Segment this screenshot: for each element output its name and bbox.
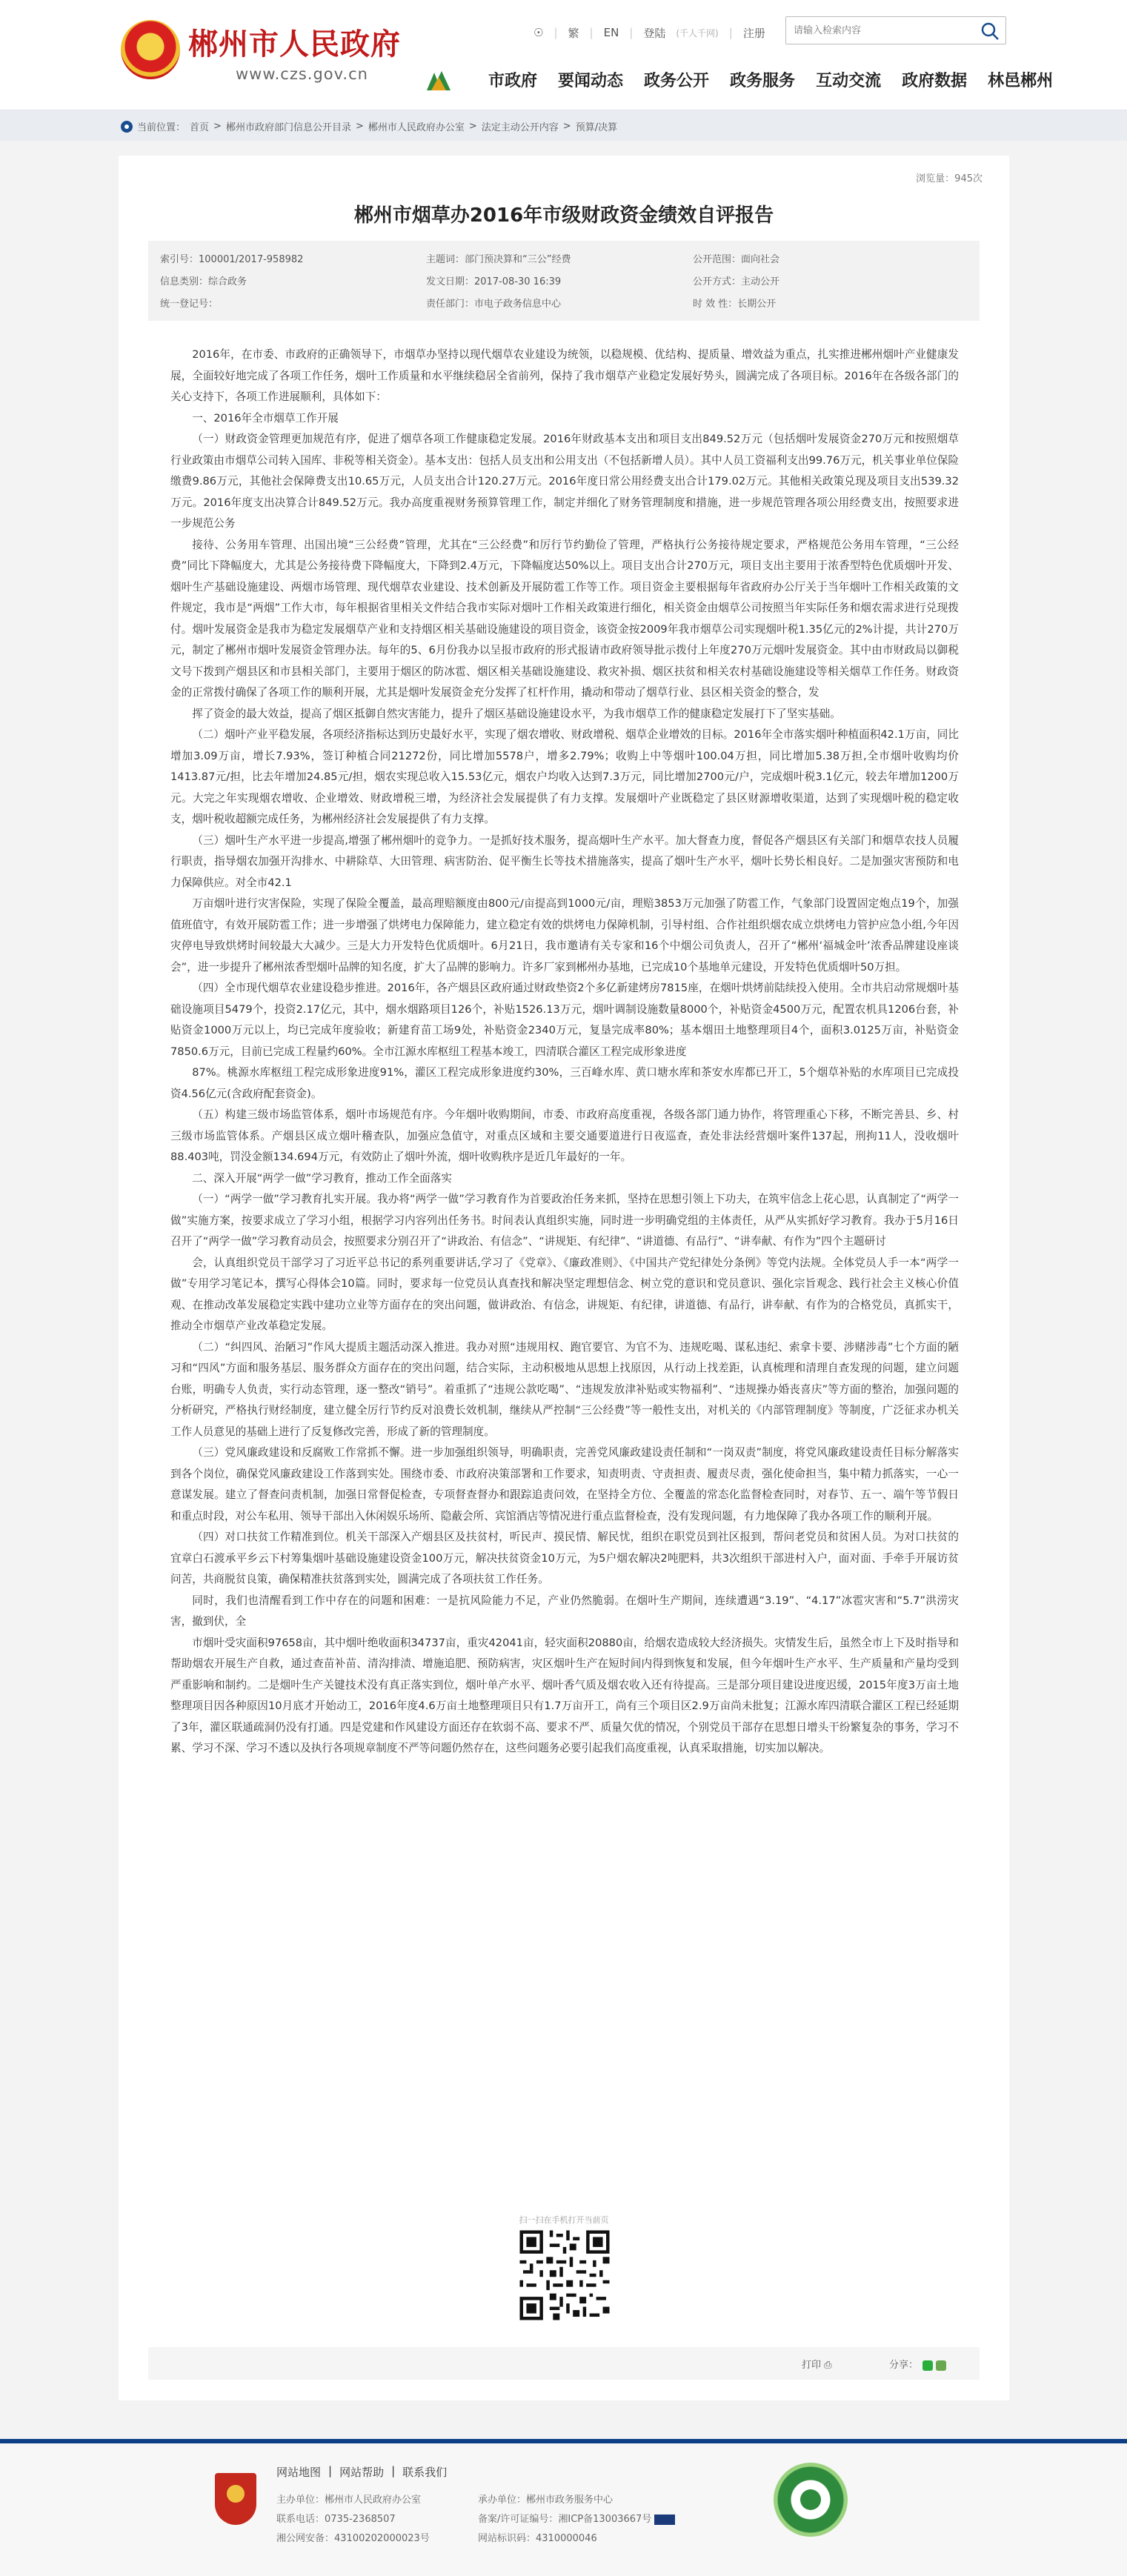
article-section-heading: 一、2016年全市烟草工作开展 <box>192 411 339 425</box>
meta-validity: 时 效 性：长期公开 <box>693 299 777 310</box>
footer-info-left <box>276 2491 430 2549</box>
article-paragraph: （一）“两学一做”学习教育扎实开展。我办将“两学一做”学习教育作为首要政治任务来抓，坚持在思想引领上下功夫，在筑牢信念上花心思，认真制定了“两学一做”实施方案，按要求成立了学习小组，根据学习内容列出任务书。时间表认真组织实施，同时进一步明确党组的主体责任，从严从实抓好学习教育。我办于5月16日召开了“两学一做”学习教育动员会，按照要求分别召开了“讲政治、有信念”、“讲规矩、有纪律”、“讲道德、有品行”、“讲奉献、有作为”四个主题研讨 <box>170 1193 960 1248</box>
article-toolbar <box>148 2347 980 2380</box>
accessibility-icon[interactable]: ☉ <box>533 26 544 39</box>
article-paragraph: （三）烟叶生产水平进一步提高,增强了郴州烟叶的竞争力。一是抓好技术服务，提高烟叶生产水平。加大督查力度，督促各产烟县区有关部门和烟草农技人员履行职责，指导烟农加强开沟排水、中耕除草、大田管理、病害防治、促平衡生长等技术措施落实，提高了烟叶生产水平，烟叶长势长相良好。二是加强灾害预防和电力保障供应。对全市42.1 <box>170 833 959 889</box>
meta-category: 信息类别：综合政务 <box>160 276 247 287</box>
footer-site-code: 网站标识码：4310000046 <box>478 2533 597 2544</box>
party-government-badge-icon[interactable] <box>215 2473 256 2525</box>
breadcrumb-separator: > <box>355 121 364 132</box>
icp-badge-icon[interactable] <box>654 2515 675 2525</box>
footer-separator: | <box>328 2464 333 2477</box>
article-paragraph: （四）全市现代烟草农业建设稳步推进。2016年，各产烟县区政府通过财政垫资2个多亿新建烤房7815座，在烟叶烘烤前陆续投入使用。全市共启动常规烟叶基础设施项目5479个，投资2.17亿元，其中，烟水烟路项目126个，补贴1526.13万元，烟叶调制设施数量8000个，补贴资金4500万元，配置农机具1206台套，补贴资金1000万元以上，均已完成年度验收；新建育苗工场9处，补贴资金2340万元，复垦完成率80%；基本烟田土地整理项目4个，面积3.0125万亩，补贴资金7850.6万元，目前已完成工程量约60%。全市江源水库枢纽工程基本竣工，四清联合灌区工程完成形象进度 <box>170 982 959 1058</box>
footer-link-contact[interactable]: 联系我们 <box>402 2466 448 2479</box>
breadcrumb-statutory-content[interactable]: 法定主动公开内容 <box>481 122 559 133</box>
footer-links <box>276 2464 447 2480</box>
footer-undertaker: 承办单位：郴州市政务服务中心 <box>478 2495 614 2506</box>
meta-responsible-dept: 责任部门：市电子政务信息中心 <box>426 299 562 310</box>
footer-sponsor: 主办单位：郴州市人民政府办公室 <box>276 2495 422 2506</box>
article-paragraph: （三）党风廉政建设和反腐败工作常抓不懈。进一步加强组织领导，明确职责，完善党风廉政建设责任制和“一岗双责”制度，将党风廉政建设责任目标分解落实到各个岗位，确保党风廉政建设工作落到实处。围绕市委、市政府决策部署和工作要求，知责明责、守责担责、履责尽责，强化使命担当，集中精力抓落实，一心一意谋发展。建立了督查问责机制，加强日常督促检查，专项督查督办和跟踪追责问效，在坚持全方位、全覆盖的常态化监督检查同时，对春节、五一、端午等节假日和重点时段，对公车私用、领导干部出入休闲娱乐场所、隐蔽会所、宾馆酒店等情况进行重点监督检查，没有发现问题，有力地保障了我办各项工作的顺利开展。 <box>170 1446 959 1522</box>
article-section-heading: 二、深入开展“两学一做”学习教育，推动工作全面落实 <box>192 1171 452 1185</box>
nav-logo-icon <box>424 68 453 93</box>
traditional-chinese-link[interactable]: 繁 <box>568 26 579 40</box>
footer-police-record[interactable]: 湘公网安备：43100202000023号 <box>276 2533 430 2544</box>
article-title: 郴州市烟草办2016年市级财政资金绩效自评报告 <box>353 204 774 227</box>
government-website-seal-icon[interactable] <box>774 2463 848 2537</box>
footer-info-right <box>478 2491 675 2549</box>
breadcrumb-home[interactable]: 首页 <box>190 122 210 133</box>
article-paragraph: 万亩烟叶进行灾害保险，实现了保险全覆盖，最高理赔额度由800元/亩提高到1000元/亩，理赔3853万元加强了防雹工作，气象部门设置固定炮点19个，加强值班值守，有效开展防雹工作；进一步增强了烘烤电力保障能力，建立稳定有效的烘烤电力保障机制，引导村组、合作社组织烟农成立烘烤电力管护应急小组,今年因灾停电导致烘烤时间较最大大减少。三是大力开发特色优质烟叶。6月21日，我市邀请有关专家和16个中烟公司负责人，召开了“郴州‘福城金叶’浓香品牌建设座谈会”，进一步提升了郴州浓香型烟叶品牌的知名度，扩大了品牌的影响力。许多厂家到郴州办基地，已完成10个基地单元建设，开发特色优质烟叶50万担。 <box>170 897 959 974</box>
print-label: 打印 <box>802 2360 822 2371</box>
nav-item-open-affairs[interactable]: 政务公开 <box>644 72 710 90</box>
search-input[interactable] <box>794 22 971 39</box>
nav-item-services[interactable]: 政务服务 <box>730 72 796 90</box>
article-paragraph: （五）构建三级市场监管体系，烟叶市场规范有序。今年烟叶收购期间，市委、市政府高度重视，各级各部门通力协作，将管理重心下移，不断完善县、乡、村三级市场监管体系。产烟县区成立烟叶稽查队，加强应急值守，对重点区域和主要交通要道进行日夜巡查，查处非法经营烟叶案件137起，刑拘11人，没收烟叶88.403吨，罚没金额134.694万元，有效防止了烟叶外流，烟叶收购秩序是近几年最好的一年。 <box>170 1108 959 1163</box>
article-paragraph: 市烟叶受灾面积97658亩，其中烟叶绝收面积34737亩，重灾42041亩，轻灾面积20880亩，给烟农造成较大经济损失。灾情发生后，虽然全市上下及时指导和帮助烟农开展生产自救，通过查苗补苗、清沟排渍、增施追肥、预防病害，灾区烟叶生产在短时间内得到恢复和发展，但今年烟叶生产水平、生产质量和产量均受到严重影响和制约。二是烟叶生产关键技术没有真正落实到位，烟叶单产水平、烟叶香气质及烟农收入还有待提高。三是部分项目建设进度迟缓，2015年度3万亩土地整理项目因各种原因10月底才开始动工，2016年度4.6万亩土地整理项目只有1.7万亩开工，尚有三个项目区2.9万亩尚未批复；江源水库四清联合灌区工程已经延期了3年，灌区联通疏洞仍没有打通。四是党建和作风建设方面还存在软弱不高、要求不严、质量欠优的情况，个别党员干部存在思想日增头干纷繁复杂的事务，学习不累、学习不深、学习不透以及执行各项规章制度不严等问题仍然存在，这些问题务必要引起我们高度重视，认真采取措施，切实加以解决。 <box>170 1636 959 1754</box>
article-paragraph: 同时，我们也清醒看到工作中存在的问题和困难：一是抗风险能力不足，产业仍然脆弱。在烟叶生产期间，连续遭遇“3.19”、“4.17”冰雹灾害和“5.7”洪涝灾害，撤到伏，全 <box>170 1594 959 1628</box>
nav-item-news[interactable]: 要闻动态 <box>558 72 624 90</box>
article-paragraph: （四）对口扶贫工作精准到位。机关干部深入产烟县区及扶贫村，听民声、摸民情、解民忧，组织在职党员到社区报到，帮问老党员和贫困人员。为对口扶贫的宜章白石渡承平乡云下村筹集烟叶基础设施建设资金100万元，解决扶贫资金10万元，为5户烟农解决2吨肥料，共3次组织干部进村入户，面对面、手牵手开展访贫问苦，共商脱贫良策，确保精准扶贫落到实处，圆满完成了各项扶贫工作任务。 <box>170 1531 959 1585</box>
meta-topic: 主题词：部门预决算和“三公”经费 <box>426 254 571 265</box>
breadcrumb-separator: > <box>213 121 222 132</box>
article-paragraph: （二）“纠四风、治陋习”作风大提质主题活动深入推进。我办对照“违规用权、跑官要官、为官不为、违规吃喝、谋私违纪、索拿卡要、涉赌涉毒”七个方面的陋习和“四风”方面和服务基层、服务群众方面存在的突出问题，结合实际，主动积极地从思想上找原因，从行动上找差距，认真梳理和清理自查发现的问题，建立问题台账，明确专人负责，实行动态管理，逐一整改“销号”。着重抓了“违规公款吃喝”、“违规发放津补贴或实物福利”、“违规操办婚丧喜庆”等方面的整治，加强问题的分析研究，严格执行财经制度，建立健全厉行节约反对浪费长效机制，继续从严控制“三公经费”等一般性支出，对机关的《内部管理制度》等制度，广泛征求办机关工作人员意见的基础上进行了反复修改完善，形成了新的管理制度。 <box>170 1340 959 1438</box>
breadcrumb-label: 当前位置： <box>137 122 186 133</box>
search-icon[interactable] <box>980 21 1000 41</box>
english-link[interactable]: EN <box>603 26 619 39</box>
meta-index-no: 索引号：100001/2017-958982 <box>160 254 304 265</box>
footer-separator: | <box>391 2464 396 2477</box>
national-emblem-icon <box>121 20 180 79</box>
nav-item-data[interactable]: 政府数据 <box>902 72 968 90</box>
breadcrumb-info-catalog[interactable]: 郴州市政府部门信息公开目录 <box>225 122 351 133</box>
share-label: 分享： <box>889 2360 919 2371</box>
article-paragraph: 挥了资金的最大效益，提高了烟区抵御自然灾害能力，提升了烟区基础设施建设水平，为我市烟草工作的健康稳定发展打下了坚实基础。 <box>192 707 841 720</box>
site-footer <box>0 2439 1127 2576</box>
article-paragraph: （二）烟叶产业平稳发展，各项经济指标达到历史最好水平，实现了烟农增收、财政增税、烟草企业增效的目标。2016年全市落实烟叶种植面积42.1万亩，同比增加3.09万亩，增长7.93%，签订种植合同21272份，同比增加5578户，增多2.79%；收购上中等烟叶100.04万担，同比增加5.38万担,全市烟叶收购均价1413.87元/担，比去年增加24.85元/担，烟农实现总收入15.53亿元，烟农户均收入达到7.3万元，同比增加2700元/户，完成烟叶税3.1亿元，较去年增加1200万元。大完之年实现烟农增收、企业增效、财政增税三增，为经济社会发展提供了有力支撑。发展烟叶产业既稳定了县区财源增收渠道，达到了实现烟叶税的稳定收支，烟叶税收超额完成任务，为郴州经济社会发展提供了有力支撑。 <box>170 728 959 825</box>
article-paragraph: （一）财政资金管理更加规范有序，促进了烟草各项工作健康稳定发展。2016年财政基本支出和项目支出849.52万元（包括烟叶发展资金270万元和按照烟草行业政策由市烟草公司转入国库、非税等相关资金）。基本支出：包括人员支出和公用支出（不包括新增人员）。其中人员工资福利支出99.76万元，机关事业单位保险缴费9.86万元，其他社会保障费支出10.65万元，人员支出合计120.27万元。2016年度日常公用经费支出合计179.02万元。其他相关政策兑现及项目支出539.32万元。2016年度支出决算合计849.52万元。我办高度重视财务预算管理工作，制定并细化了财务管理制度和措施，进一步规范管理各项公用经费支出，按照要求进一步规范公务 <box>170 433 959 530</box>
nav-item-government[interactable]: 市政府 <box>488 72 538 90</box>
site-url: www.czs.gov.cn <box>236 65 368 83</box>
article-paragraph: 2016年，在市委、市政府的正确领导下，市烟草办坚持以现代烟草农业建设为统领，以稳规模、优结构、提质量、增效益为重点，扎实推进郴州烟叶产业健康发展，全面较好地完成了各项工作任务，烟叶工作质量和水平继续稳居全省前列，保持了我市烟草产业稳定发展好势头，圆满完成了各项目标。2016年在各级各部门的关心支持下，各项工作进展顺利，具体如下： <box>170 348 959 403</box>
article-meta-table <box>148 241 980 321</box>
breadcrumb-bar <box>0 110 1127 141</box>
breadcrumb <box>121 119 617 133</box>
footer-icp[interactable]: 备案/许可证编号：湘ICP备13003667号 <box>478 2514 652 2525</box>
qr-code-icon <box>516 2227 613 2323</box>
login-link[interactable]: 登陆 <box>643 26 666 40</box>
meta-publish-date: 发文日期：2017-08-30 16:39 <box>426 276 562 287</box>
nav-item-interaction[interactable]: 互动交流 <box>816 72 882 90</box>
top-utility-bar: ☉ | 繁 | EN | 登陆 (千人千网) | 注册 <box>533 26 765 40</box>
article-paragraph: 87%。桃源水库枢纽工程完成形象进度91%，灌区工程完成形象进度约30%，三百峰水库、黄口塘水库和茶安水库都已开工，5个烟草补贴的水库项目已完成投资4.56亿元(含政府配套资金)。 <box>170 1066 959 1100</box>
search-box <box>785 16 1006 44</box>
wechat-share-icon[interactable] <box>922 2360 933 2371</box>
breadcrumb-general-office[interactable]: 郴州市人民政府办公室 <box>368 122 465 133</box>
footer-phone: 联系电话：0735-2368507 <box>276 2514 396 2525</box>
site-header <box>0 0 1127 110</box>
meta-scope: 公开范围：面向社会 <box>693 254 780 265</box>
weibo-share-icon[interactable] <box>936 2360 946 2371</box>
footer-link-help[interactable]: 网站帮助 <box>339 2466 385 2479</box>
register-link[interactable]: 注册 <box>742 26 765 40</box>
qr-code-label: 扫一扫在手机打开当前页 <box>519 2215 609 2225</box>
article-paragraph: 会，认真组织党员干部学习了习近平总书记的系列重要讲话,学习了《党章》、《廉政准则》、《中国共产党纪律处分条例》等党内法规。全体党员人手一本“两学一做”专用学习笔记本，撰写心得体会10篇。同时，要求每一位党员认真查找和解决坚定理想信念、树立党的意识和党员意识、强化宗旨观念、践行社会主义核心价值观、在推动改革发展稳定实践中建功立业等方面存在的突出问题，做讲政治、有信念，讲规矩、有纪律，讲道德、有品行，讲奉献、有作为的合格党员，真抓实干，推动全市烟草产业改革稳定发展。 <box>170 1256 959 1332</box>
breadcrumb-separator: > <box>468 121 477 132</box>
login-hint: (千人千网) <box>676 27 719 39</box>
article-paragraph: 接待、公务用车管理、出国出境“三公经费”管理，尤其在“三公经费”和厉行节约勤俭了管理，严格执行公务接待规定要求，严格规范公务用车管理，“三公经费”同比下降幅度大，尤其是公务接待费下降幅度大，下降到2.4万元，下降幅度达50%以上。项目支出合计270万元，项目支出主要用于浓香型特色优质烟叶开发、烟叶生产基础设施建设、两烟市场管理、现代烟草农业建设、技术创新及开展防雹工作等工作。项目资金主要根据每年省政府办公厅关于当年烟叶工作相关政策的文件规定，我市是“两烟”工作大市，每年根据省里相关文件结合我市实际对烟叶工作相关政策进行细化，相关资金由烟草公司按照当年实际任务和烟农需求进行兑现拨付。烟叶发展资金是我市为稳定发展烟草产业和支持烟区相关基础设施建设的项目资金，该资金按2009年我市烟草公司实现烟叶税1.35亿元的2%计提，共计270万元，制定了郴州市烟叶发展资金管理办法。每年的5、6月份我办以呈报市政府的形式报请市政府领导批示拨付上年度270万元烟叶发展资金。其中由市财政局以御税文号下拨到产烟县区和市县相关部门，主要用于烟区的防冰雹、烟区相关基础设施建设、救灾补损、烟区扶贫和相关农村基础设施建设等相关烟草工作任务。财政资金的正常拨付确保了各项工作的顺利开展，尤其是烟叶发展资金充分发挥了杠杆作用，撬动和带动了烟草行业、县区相关资金的整合，发 <box>170 538 959 699</box>
article-card <box>119 156 1009 2400</box>
location-pin-icon <box>121 121 133 133</box>
article-body <box>170 345 959 1760</box>
meta-registration-no: 统一登记号： <box>160 299 219 310</box>
print-button[interactable]: 打印 ⎙ <box>802 2360 832 2371</box>
breadcrumb-budget[interactable]: 预算/决算 <box>575 122 618 133</box>
nav-item-linyi-chenzhou[interactable]: 林邑郴州 <box>988 72 1054 90</box>
meta-form: 公开方式：主动公开 <box>693 276 780 287</box>
view-count: 浏览量：945次 <box>916 173 983 184</box>
share-bar <box>889 2357 946 2371</box>
site-title[interactable]: 郴州市人民政府 <box>188 27 401 61</box>
footer-link-sitemap[interactable]: 网站地图 <box>276 2466 322 2479</box>
main-nav <box>478 68 1063 95</box>
breadcrumb-separator: > <box>562 121 571 132</box>
